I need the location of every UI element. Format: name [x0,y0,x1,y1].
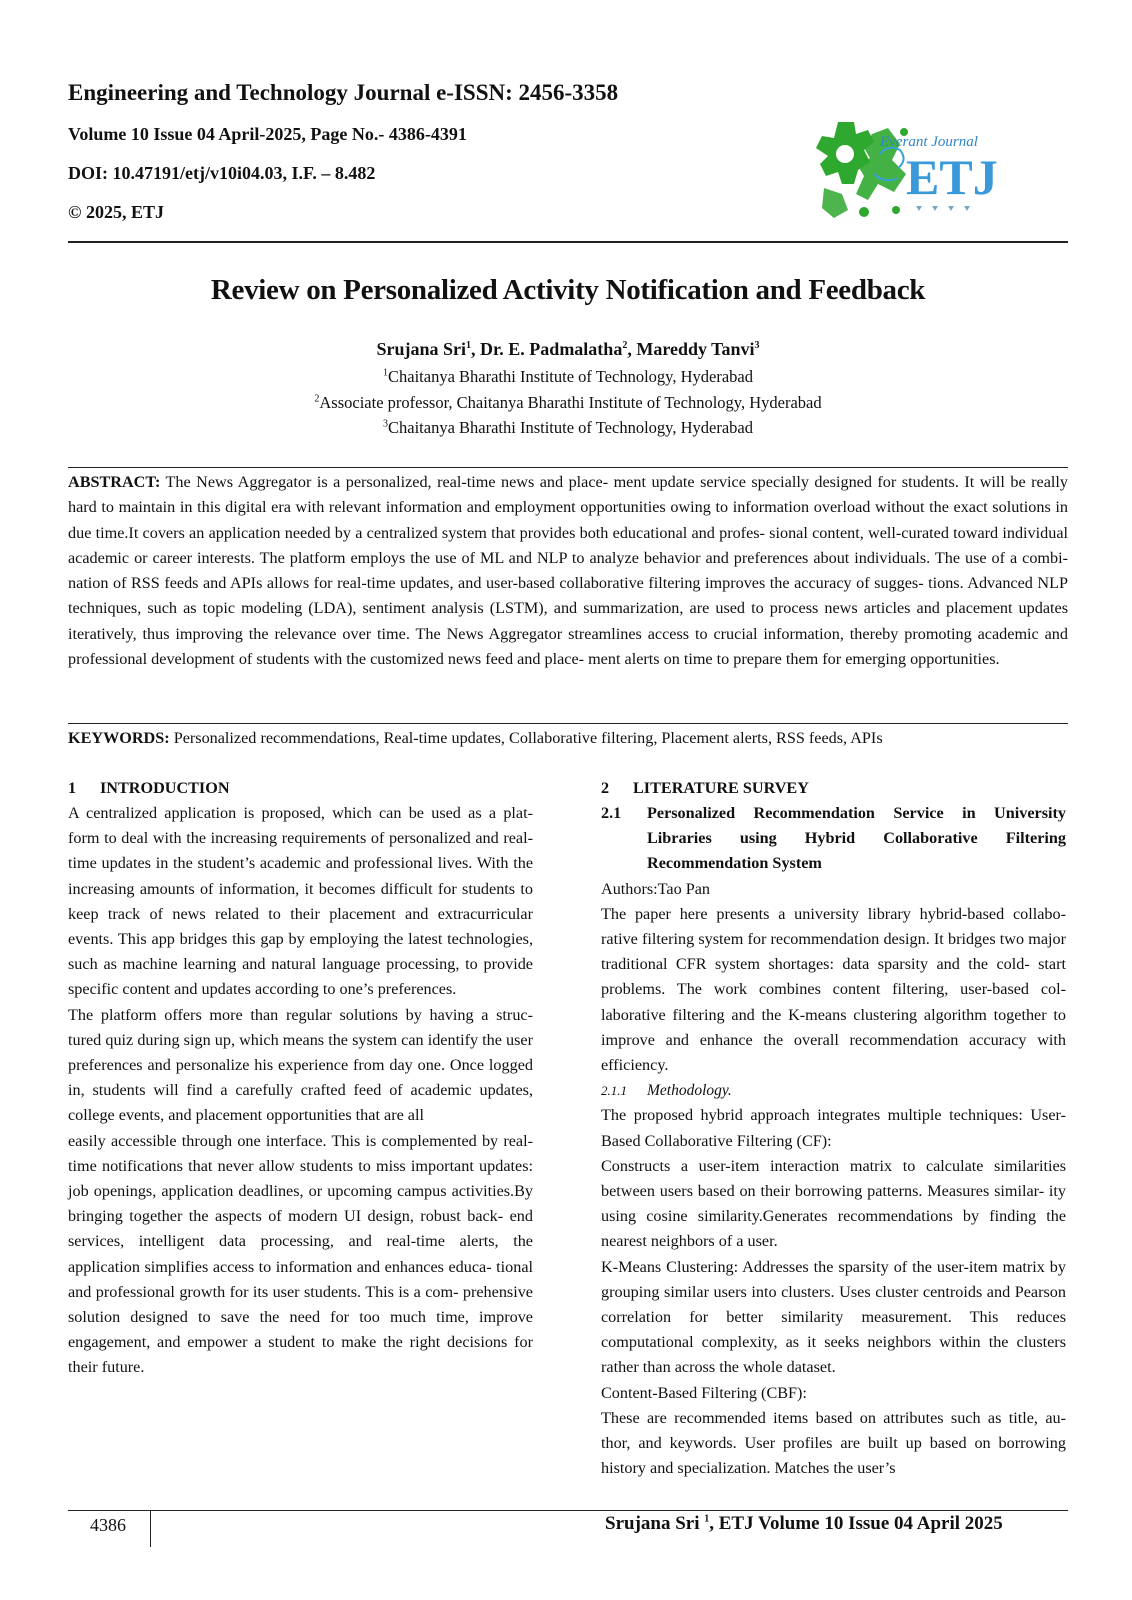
paragraph: K-Means Clustering: Addresses the sparsity of the user-item matrix by grouping similar users into clusters. Uses cluster centroids and Pearson correlation for better similarity measurement. This reduces computational complexity, as it seeks neighbors within the clusters rather than across the whole dataset. [601,1257,1066,1377]
affiliation-sup: 3 [383,418,389,430]
author-name: Mareddy Tanvi [636,339,755,359]
affiliation [68,393,1068,413]
logo-small-text: Everant Journal [880,134,978,150]
section-heading [68,776,533,801]
author-name: Srujana Sri [376,339,466,359]
volume-info: Volume 10 Issue 04 April-2025, Page No.- 4386-4391 [68,124,467,144]
subsection-heading [601,801,1066,877]
keywords [68,727,1068,749]
paragraph: Constructs a user-item interaction matrix to calculate similarities between users based on their borrowing patterns. Measures similar- ity using cosine similarity.Generates recommendations by finding the nearest neighbors of a user. [601,1156,1066,1251]
affiliation-sup: 1 [383,367,389,379]
affiliation-text: Associate professor, Chaitanya Bharathi Institute of Technology, Hyderabad [319,393,822,412]
paragraph: These are recommended items based on attributes such as title, au- thor, and keywords. User profiles are built up based on borrowing history and specialization. Matches the user’s [601,1408,1066,1478]
paper-title: Review on Personalized Activity Notification and Feedback [210,274,926,306]
paragraph: The proposed hybrid approach integrates multiple techniques: User-Based Collaborative Filtering (CF): [601,1106,1066,1150]
author-sep: , [627,339,637,359]
paragraph: The platform offers more than regular solutions by having a struc- tured quiz during sign up, which means the system can identify the user preferences and personalize his experience from day one. Once logged in, students will find a carefully crafted feed of academic updates, college events, and placement opportunities that are all [68,1005,533,1125]
section-title: INTRODUCTION [100,779,230,797]
footer-separator [150,1511,151,1547]
right-column [601,776,1066,1481]
affiliation [68,418,1068,438]
paragraph: A centralized application is proposed, which can be used as a plat- form to deal with the increasing requirements of personalized and real-time updates in the student’s academic and professional lives. With the increasing amounts of information, it becomes difficult for students to keep track of news related to their placement and extracurricular events. This app bridges this gap by employing the latest technologies, such as machine learning and natural language processing, to provide specific content and updates according to one’s preferences. [68,804,533,999]
journal-name: Engineering and Technology Journal e-ISSN: 2456-3358 [68,80,619,105]
subsubsection-title: Methodology. [647,1082,732,1100]
footer-author: Srujana Sri [605,1513,705,1534]
paragraph: easily accessible through one interface. This is complemented by real-time notifications that never allow students to miss important updates: job openings, application deadlines, or upcoming campus activities.By bringing together the aspects of modern UI design, robust back- end services, intelligent data processing, and real-time alerts, the application simplifies access to information and enhances educa- tional and professional growth for its user students. This is a com- prehensive solution designed to save the need for too much time, improve engagement, and empower a student to make the right decisions for their future. [68,1131,533,1377]
affiliation-sup: 2 [314,393,320,405]
section-heading [601,776,1066,801]
paragraph: The paper here presents a university library hybrid-based collabo- rative filtering system for recommendation design. It bridges two major traditional CFR system shortages: data sparsity and the cold- start problems. The work combines content filtering, user-based col- laborative filtering and the K-means clustering algorithm together to improve and enhance the overall recommendation accuracy with efficiency. [601,904,1066,1075]
keywords-text: Personalized recommendations, Real-time updates, Collaborative filtering, Placement alerts, RSS feeds, APIs [169,729,883,747]
etj-logo [808,114,1018,226]
author-name: Dr. E. Padmalatha [479,339,623,359]
footer-sup: 1 [704,1513,710,1525]
subsubsection-heading [601,1078,1066,1103]
section-number: 2 [601,779,610,797]
author-sep: , [470,339,480,359]
author-list [68,339,1068,360]
affiliation-text: Chaitanya Bharathi Institute of Technology, Hyderabad [388,367,753,386]
subsection-number: 2.1 [601,804,622,822]
footer-divider [68,1510,1068,1511]
section-number: 1 [68,779,77,797]
page-number: 4386 [90,1515,126,1535]
subsection-title: Personalized Recommendation Service in University Libraries using Hybrid Collaborative Filtering Recommendation System [647,804,1066,873]
keywords-label: KEYWORDS: [68,729,170,747]
keywords-divider [68,723,1068,724]
footer-citation: , ETJ Volume 10 Issue 04 April 2025 [709,1513,1003,1534]
abstract [68,470,1068,672]
logo-big-text: ETJ [906,149,998,205]
abstract-text: The News Aggregator is a personalized, real-time news and place- ment update service specially designed for students. It will be really hard to maintain in this digital era with relevant information and employment opportunities owing to information overload without the exact solutions in due time.It covers an application needed by a centralized system that provides both educational and profes- sional content, well-curated toward individual academic or career interests. The platform employs the use of ML and NLP to analyze behavior and preferences about individuals. The use of a combi- nation of RSS feeds and APIs allows for real-time updates, and user-based collaborative filtering improves the accuracy of sugges- tions. Advanced NLP techniques, such as topic modeling (LDA), sentiment analysis (LSTM), and summarization, are used to process news articles and placement updates iteratively, thus improving the relevance over time. The News Aggregator streamlines access to crucial information, thereby promoting academic and professional development of students with the customized news feed and place- ment alerts on time to prepare them for emerging opportunities. [68,473,1068,669]
copyright: © 2025, ETJ [68,202,164,222]
abstract-label: ABSTRACT: [68,473,161,491]
affiliation [68,367,1068,387]
subsubsection-number: 2.1.1 [601,1083,627,1099]
paragraph: Content-Based Filtering (CBF): [601,1383,807,1402]
doi-info: DOI: 10.47191/etj/v10i04.03, I.F. – 8.482 [68,163,376,183]
running-footer [605,1513,1003,1535]
abstract-divider [68,467,1068,468]
affiliation-text: Chaitanya Bharathi Institute of Technology, Hyderabad [388,418,753,437]
section-title: LITERATURE SURVEY [633,779,809,797]
left-column [68,776,533,1381]
author-sup: 1 [465,340,471,351]
author-sup: 3 [754,340,760,351]
paper-authors: Authors:Tao Pan [601,879,711,898]
header-divider [68,241,1068,243]
author-sup: 2 [622,340,628,351]
